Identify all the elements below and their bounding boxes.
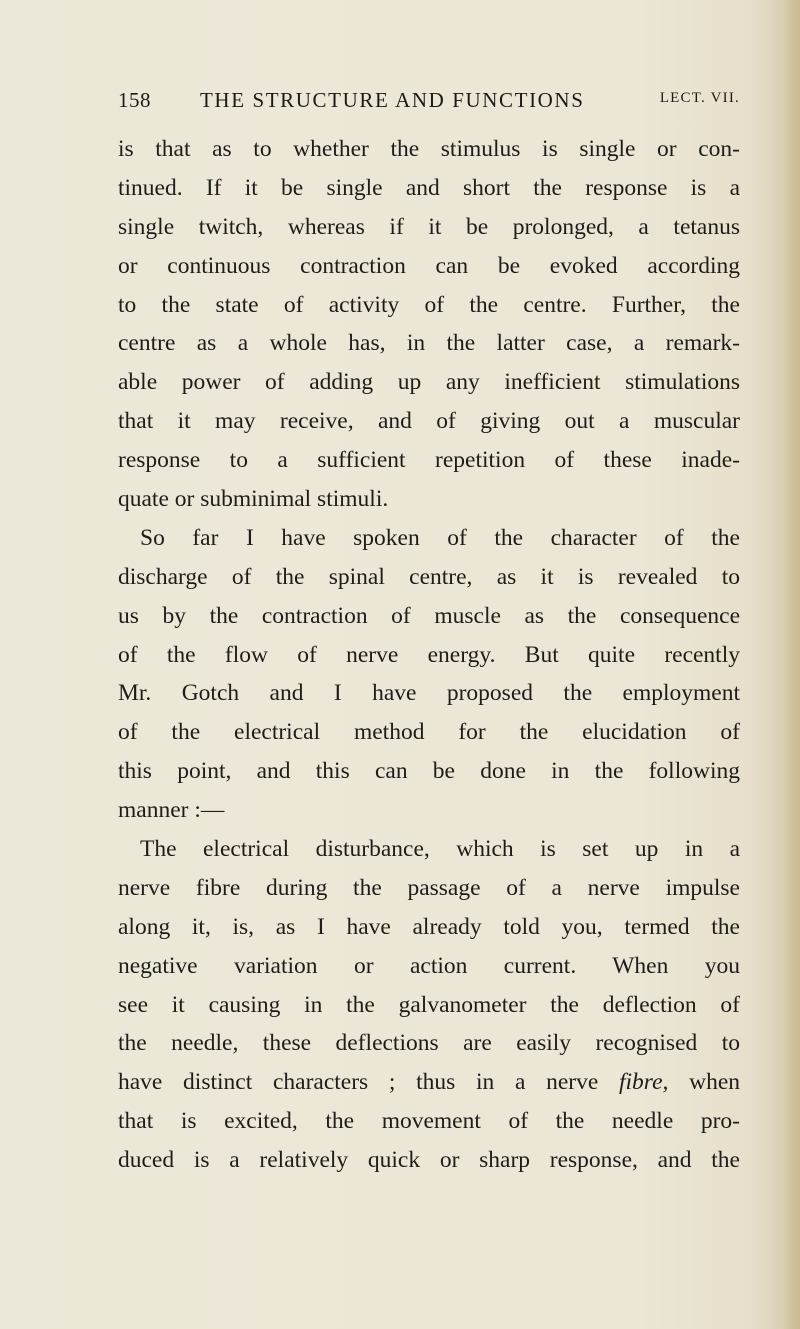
lecture-label: LECT. VII. — [659, 90, 740, 106]
text-line: this point, and this can be done in the following — [118, 758, 740, 785]
page-edge-shading — [782, 0, 800, 1329]
running-header — [118, 88, 740, 118]
text-line-with-italic — [118, 1063, 740, 1102]
text-line: centre as a whole has, in the latter case, a remark- — [118, 330, 740, 357]
text-line: is that as to whether the stimulus is single or con- — [118, 136, 740, 162]
text-segment: when — [668, 1069, 740, 1096]
text-line: the needle, these deflections are easily recognised to — [118, 1030, 740, 1057]
body-text — [118, 130, 740, 1180]
text-line: The electrical disturbance, which is set up in a — [140, 836, 740, 863]
page-number: 158 — [118, 88, 151, 112]
text-line: to the state of activity of the centre. Further, the — [118, 291, 740, 318]
text-line: or continuous contraction can be evoked according — [118, 252, 740, 279]
text-line: able power of adding up any inefficient stimulations — [118, 369, 740, 396]
text-line: that is excited, the movement of the needle pro- — [118, 1108, 740, 1135]
text-segment: have distinct characters ; thus in a nerve — [118, 1069, 599, 1096]
text-line: nerve fibre during the passage of a nerve impulse — [118, 874, 740, 901]
text-line: see it causing in the galvanometer the deflection of — [118, 991, 740, 1018]
text-line: single twitch, whereas if it be prolonged, a tetanus — [118, 213, 740, 240]
text-line: tinued. If it be single and short the response is a — [118, 174, 740, 201]
text-line: us by the contraction of muscle as the consequence — [118, 602, 740, 629]
text-line: of the flow of nerve energy. But quite recently — [118, 641, 740, 668]
text-line: discharge of the spinal centre, as it is revealed to — [118, 563, 740, 590]
text-line: Mr. Gotch and I have proposed the employment — [118, 680, 740, 707]
italic-word: fibre, — [619, 1069, 669, 1096]
text-line: quate or subminimal stimuli. — [118, 486, 389, 513]
text-line: that it may receive, and of giving out a muscular — [118, 408, 740, 435]
text-line: duced is a relatively quick or sharp response, and the — [118, 1147, 740, 1174]
text-line: So far I have spoken of the character of the — [140, 524, 740, 551]
text-line: of the electrical method for the elucidation of — [118, 719, 740, 746]
text-line: negative variation or action current. When you — [118, 952, 740, 979]
text-line: response to a sufficient repetition of these inade- — [118, 447, 740, 474]
text-line: manner :— — [118, 797, 225, 824]
text-line: along it, is, as I have already told you, termed the — [118, 913, 740, 940]
running-title: THE STRUCTURE AND FUNCTIONS — [200, 88, 585, 112]
